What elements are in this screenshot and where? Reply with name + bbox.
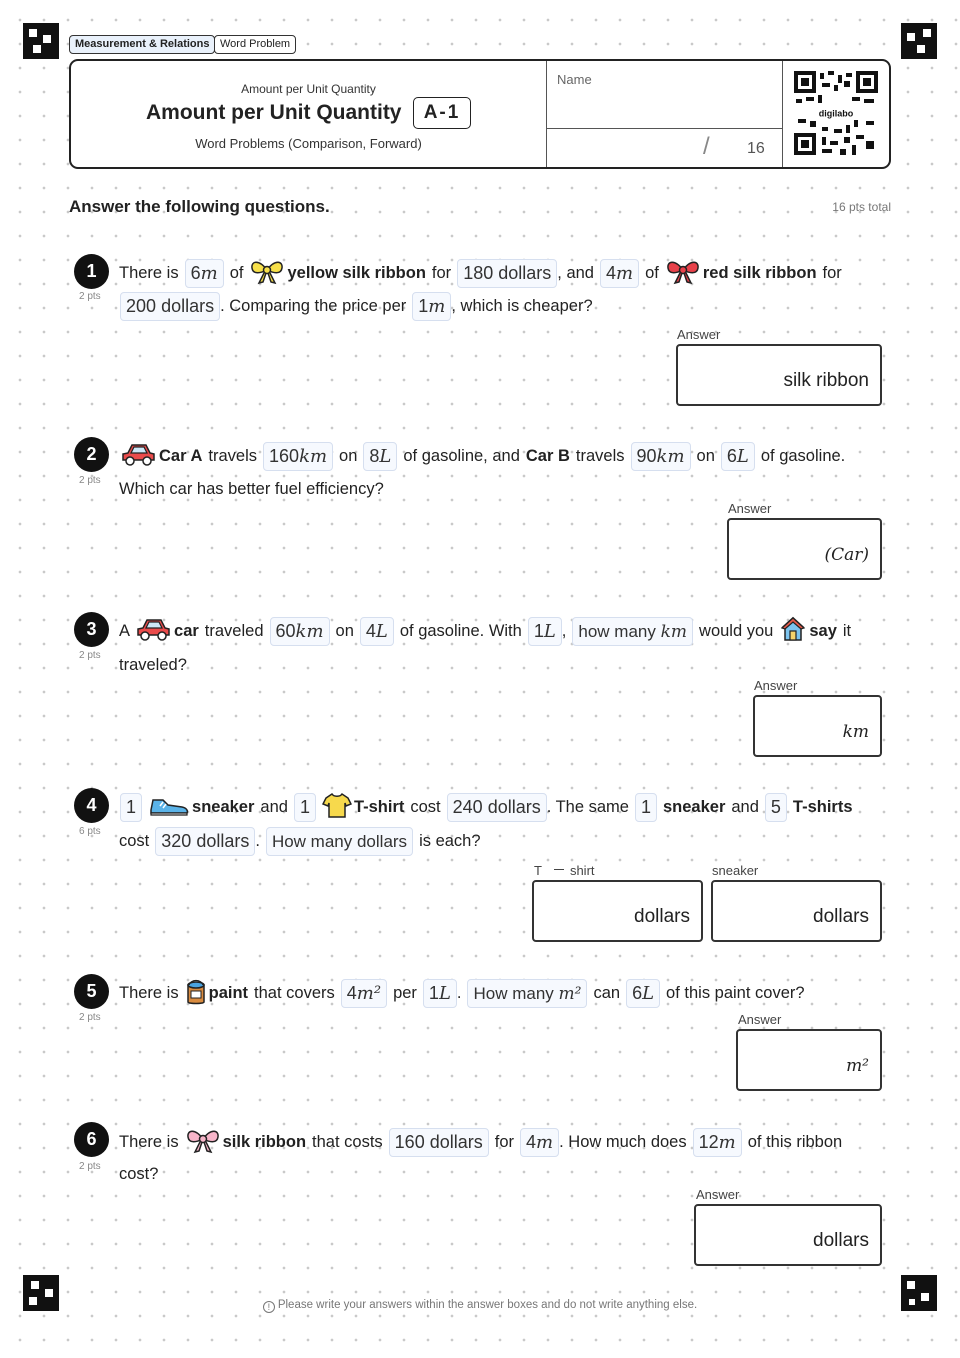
question-text-line: cost? — [119, 1165, 159, 1183]
text: can — [593, 984, 621, 1002]
text: , and — [557, 264, 594, 282]
qr-code — [782, 61, 889, 167]
text: that costs — [312, 1133, 383, 1151]
house-icon — [779, 615, 807, 648]
footer-note — [0, 1299, 960, 1313]
value-box: 1L — [423, 979, 457, 1008]
bold-text: Car B — [525, 447, 570, 465]
question-number: 6 — [74, 1122, 109, 1157]
text: for — [494, 1133, 515, 1151]
bold-text: silk ribbon — [222, 1133, 307, 1151]
corner-marker-top-left — [23, 23, 59, 59]
bold-text: yellow silk ribbon — [287, 264, 426, 282]
pink-ribbon-icon — [185, 1126, 221, 1159]
bold-text: T-shirt — [353, 798, 405, 816]
header-description: Word Problems (Comparison, Forward) — [195, 136, 422, 151]
answer-box[interactable]: (Car) — [727, 518, 882, 580]
text: . Comparing the price per — [220, 297, 407, 315]
value-box: 6L — [721, 442, 755, 471]
question-points: 6 pts — [79, 826, 101, 837]
question-box: How many dollars — [266, 827, 413, 856]
question-text-line: Which car has better fuel efficiency? — [119, 480, 384, 498]
value-box: 160km — [263, 442, 333, 471]
text: of gasoline. With — [399, 622, 522, 640]
text: , which is cheaper? — [451, 297, 593, 315]
value-box: 180 dollars — [457, 259, 557, 288]
answer-box[interactable]: dollars — [694, 1204, 882, 1266]
text: . The same — [546, 798, 629, 816]
title-section — [71, 61, 546, 166]
total-points: 16 pts total — [832, 200, 891, 214]
question-number: 5 — [74, 974, 109, 1009]
question-box: How many m² — [467, 979, 587, 1008]
text: of gasoline. — [760, 447, 846, 465]
value-box: 60km — [270, 617, 330, 646]
answer-label: Answer — [728, 501, 772, 516]
question-text-line — [119, 1126, 842, 1159]
text: There is — [119, 1133, 179, 1151]
bold-text: paint — [208, 984, 249, 1002]
value-box: 160 dollars — [389, 1128, 489, 1157]
value-box: 1m — [412, 292, 451, 321]
text: on — [335, 622, 354, 640]
tshirt-icon — [322, 791, 352, 824]
yellow-ribbon-icon — [249, 257, 285, 290]
question-text-line: traveled? — [119, 656, 187, 674]
question-text-line — [119, 440, 845, 473]
question-text-line — [119, 977, 805, 1010]
question-text-line — [114, 791, 853, 824]
sneaker-icon — [148, 792, 190, 823]
type-tag: Word Problem — [214, 35, 296, 54]
worksheet-code: A-1 — [413, 97, 471, 129]
text: of this ribbon — [747, 1133, 843, 1151]
value-box: 1L — [528, 617, 562, 646]
question-points: 2 pts — [79, 1161, 101, 1172]
answer-box-tshirt[interactable]: dollars — [532, 880, 703, 942]
value-box: 90km — [631, 442, 691, 471]
value-box: 4m² — [341, 979, 387, 1008]
text: and — [731, 798, 759, 816]
answer-label: Answer — [754, 678, 798, 693]
value-box: 1 — [294, 793, 316, 822]
text: of gasoline, and — [403, 447, 520, 465]
text: of — [229, 264, 244, 282]
page-title: Amount per Unit Quantity — [146, 101, 402, 124]
text: of — [645, 264, 659, 282]
qr-label: digilabo — [818, 108, 854, 119]
text: on — [696, 447, 715, 465]
name-field[interactable] — [546, 61, 782, 129]
car-icon — [134, 615, 172, 648]
bold-text: say — [809, 622, 837, 640]
bold-text: car — [174, 622, 199, 640]
value-box: 240 dollars — [447, 793, 547, 822]
text: is each? — [419, 832, 481, 850]
question-text-line — [114, 292, 593, 321]
category-tag: Measurement & Relations — [69, 35, 215, 54]
qr-code-icon — [794, 71, 878, 155]
text: travels — [208, 447, 258, 465]
score-total: 16 — [747, 140, 765, 157]
value-box: 320 dollars — [155, 827, 255, 856]
value-box: 200 dollars — [120, 292, 220, 321]
value-box: 8L — [363, 442, 397, 471]
text: . How much does — [559, 1133, 687, 1151]
bold-text: sneaker — [662, 798, 726, 816]
text: . — [255, 832, 260, 850]
header-subtitle: Amount per Unit Quantity — [241, 82, 376, 96]
question-number: 2 — [74, 437, 109, 472]
question-text-line — [119, 615, 851, 648]
answer-box[interactable]: m² — [736, 1029, 882, 1091]
name-label: Name — [557, 72, 592, 87]
text: There is — [119, 984, 179, 1002]
footer-text: Please write your answers within the answer boxes and do not write anything else. — [277, 1299, 698, 1311]
paint-can-icon — [185, 977, 207, 1010]
text: that covers — [254, 984, 335, 1002]
value-box: 5 — [765, 793, 787, 822]
answer-label-sneaker: sneaker — [712, 863, 759, 878]
text: cost — [119, 832, 150, 850]
text: per — [393, 984, 417, 1002]
question-points: 2 pts — [79, 291, 101, 302]
answer-label: Answer — [738, 1012, 782, 1027]
value-box: 6L — [626, 979, 660, 1008]
question-box: how many km — [572, 617, 693, 646]
value-box: 6m — [185, 259, 224, 288]
car-icon — [119, 440, 157, 473]
value-box: 12m — [693, 1128, 742, 1157]
value-box: 4L — [360, 617, 394, 646]
text: for — [822, 264, 842, 282]
text: would you — [699, 622, 774, 640]
answer-label: Answer — [696, 1187, 740, 1202]
question-text-line — [119, 827, 481, 856]
worksheet-header — [69, 59, 891, 169]
value-box: 1 — [120, 793, 142, 822]
answer-box[interactable]: km — [753, 695, 882, 757]
question-text-line — [119, 257, 842, 290]
bold-text: T-shirts — [792, 798, 853, 816]
answer-box[interactable]: silk ribbon — [676, 344, 882, 406]
text: , — [561, 622, 567, 640]
text: and — [260, 798, 288, 816]
red-ribbon-icon — [665, 257, 701, 290]
answer-label: Answer — [677, 327, 721, 342]
text: it — [842, 622, 852, 640]
bold-text: sneaker — [192, 798, 255, 816]
text: . — [456, 984, 462, 1002]
text: for — [431, 264, 452, 282]
text: of this paint cover? — [666, 984, 805, 1002]
bold-text: red silk ribbon — [702, 264, 817, 282]
score-field[interactable] — [546, 129, 782, 169]
text: A — [119, 622, 131, 640]
value-box: 4m — [520, 1128, 559, 1157]
question-points: 2 pts — [79, 475, 101, 486]
bold-text: Car A — [159, 447, 203, 465]
question-number: 4 — [74, 788, 109, 823]
question-points: 2 pts — [79, 650, 101, 661]
value-box: 1 — [635, 793, 657, 822]
info-icon: ! — [263, 1301, 275, 1313]
text: traveled — [204, 622, 264, 640]
question-number: 1 — [74, 254, 109, 289]
answer-box-sneaker[interactable]: dollars — [711, 880, 882, 942]
question-points: 2 pts — [79, 1012, 101, 1023]
score-slash: / — [703, 133, 710, 160]
text: on — [339, 447, 358, 465]
instructions: Answer the following questions. — [69, 197, 330, 216]
text: cost — [410, 798, 441, 816]
question-number: 3 — [74, 612, 109, 647]
text: travels — [575, 447, 625, 465]
value-box: 4m — [600, 259, 639, 288]
answer-label-tshirt: T shirt — [534, 863, 595, 878]
corner-marker-top-right — [901, 23, 937, 59]
text: There is — [119, 264, 179, 282]
